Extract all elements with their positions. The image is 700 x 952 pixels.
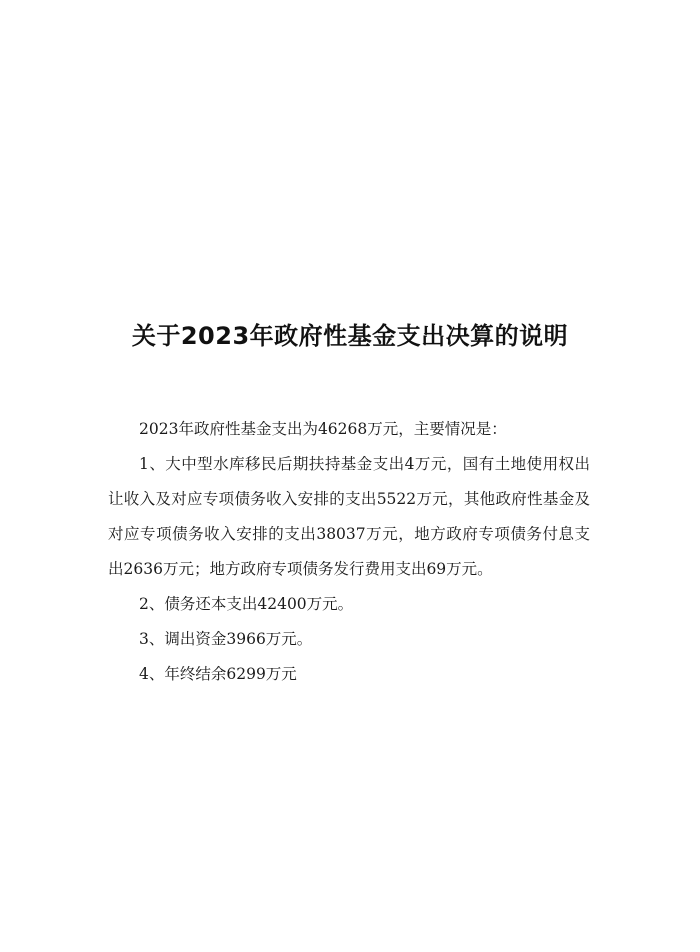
paragraph-item-1: 1、大中型水库移民后期扶持基金支出4万元，国有土地使用权出让收入及对应专项债务收入安排的支出5522万元，其他政府性基金及对应专项债务收入安排的支出38037万元，地方政府专项债务付息支出2636万元；地方政府专项债务发行费用支出69万元。 <box>108 455 590 578</box>
paragraph-item-2: 2、债务还本支出42400万元。 <box>139 595 354 613</box>
paragraph-summary: 2023年政府性基金支出为46268万元，主要情况是： <box>139 420 507 438</box>
document-body <box>108 412 590 692</box>
paragraph-item-3: 3、调出资金3966万元。 <box>139 630 313 648</box>
document-title: 关于2023年政府性基金支出决算的说明 <box>131 322 569 350</box>
paragraph-item-4: 4、年终结余6299万元 <box>139 665 297 683</box>
